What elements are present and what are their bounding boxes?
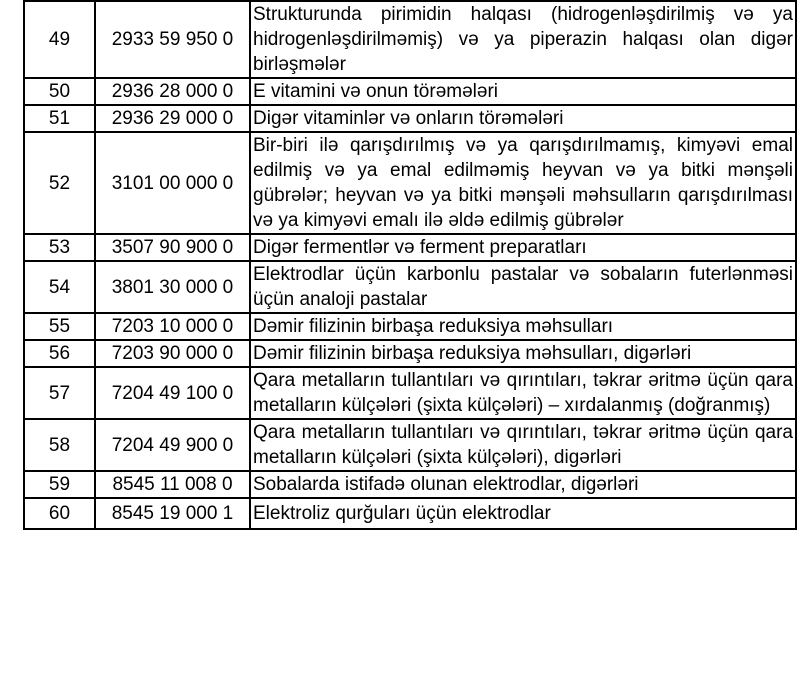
commodity-code: 3507 90 900 0 (95, 234, 250, 261)
description: Elektroliz qurğuları üçün elektrodlar (250, 498, 796, 529)
row-number: 54 (24, 261, 95, 313)
commodity-code: 2936 28 000 0 (95, 78, 250, 105)
row-number: 56 (24, 340, 95, 367)
commodity-code: 2936 29 000 0 (95, 105, 250, 132)
description: E vitamini və onun törəmələri (250, 78, 796, 105)
commodity-code: 3801 30 000 0 (95, 261, 250, 313)
row-number: 59 (24, 471, 95, 498)
description: Strukturunda pirimidin halqası (hidrogenləşdirilmiş və ya hidrogenləşdirilməmiş) və ya piperazin halqası olan digər birləşmələr (250, 1, 796, 78)
row-number: 49 (24, 1, 95, 78)
row-number: 57 (24, 367, 95, 419)
row-number: 55 (24, 313, 95, 340)
table-row (24, 78, 796, 105)
description: Elektrodlar üçün karbonlu pastalar və sobaların futerlənməsi üçün analoji pastalar (250, 261, 796, 313)
commodity-code: 8545 11 008 0 (95, 471, 250, 498)
description: Dəmir filizinin birbaşa reduksiya məhsulları, digərləri (250, 340, 796, 367)
description: Qara metalların tullantıları və qırıntıları, təkrar əritmə üçün qara metalların külçələri (şixta külçələri), digərləri (250, 419, 796, 471)
commodity-code: 3101 00 000 0 (95, 132, 250, 234)
table-row (24, 234, 796, 261)
row-number: 50 (24, 78, 95, 105)
description: Dəmir filizinin birbaşa reduksiya məhsulları (250, 313, 796, 340)
description: Qara metalların tullantıları və qırıntıları, təkrar əritmə üçün qara metalların külçələri (şixta külçələri) – xırdalanmış (doğranmış) (250, 367, 796, 419)
table-row (24, 313, 796, 340)
row-number: 53 (24, 234, 95, 261)
table-row (24, 340, 796, 367)
row-number: 51 (24, 105, 95, 132)
table-row (24, 1, 796, 78)
commodity-code: 7204 49 100 0 (95, 367, 250, 419)
table-row (24, 498, 796, 529)
row-number: 58 (24, 419, 95, 471)
table-row (24, 132, 796, 234)
commodity-table (23, 0, 797, 530)
table-row (24, 419, 796, 471)
description: Sobalarda istifadə olunan elektrodlar, digərləri (250, 471, 796, 498)
commodity-code: 7203 10 000 0 (95, 313, 250, 340)
table-row (24, 105, 796, 132)
description: Bir-biri ilə qarışdırılmış və ya qarışdırılmamış, kimyəvi emal edilmiş və ya emal edilməmiş heyvan və ya bitki mənşəli gübrələr; heyvan və ya bitki mənşəli məhsulların qarışdırılması və ya kimyəvi emalı ilə əldə edilmiş gübrələr (250, 132, 796, 234)
commodity-code: 7204 49 900 0 (95, 419, 250, 471)
description: Digər vitaminlər və onların törəmələri (250, 105, 796, 132)
commodity-code: 8545 19 000 1 (95, 498, 250, 529)
description: Digər fermentlər və ferment preparatları (250, 234, 796, 261)
table-row (24, 367, 796, 419)
commodity-code: 2933 59 950 0 (95, 1, 250, 78)
table-row (24, 261, 796, 313)
row-number: 60 (24, 498, 95, 529)
table-row (24, 471, 796, 498)
row-number: 52 (24, 132, 95, 234)
commodity-code: 7203 90 000 0 (95, 340, 250, 367)
